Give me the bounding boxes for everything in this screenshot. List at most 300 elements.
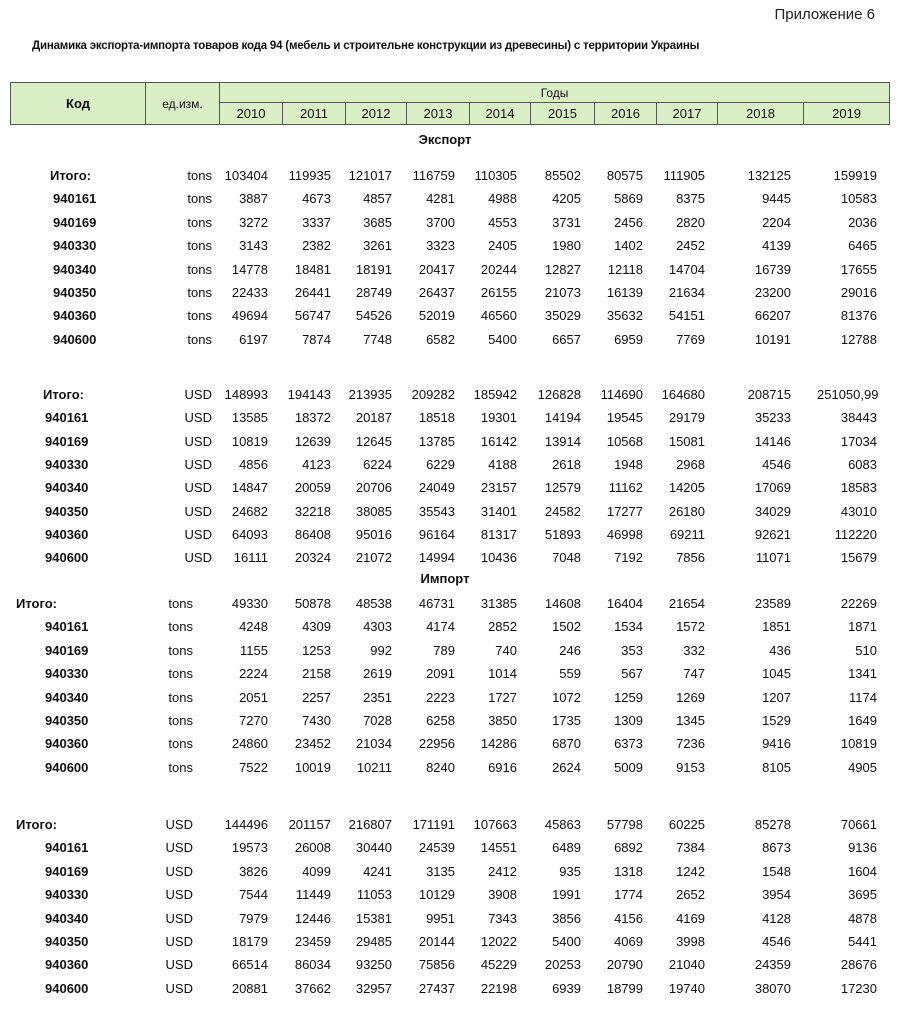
row-value: 2652 — [676, 887, 705, 903]
row-value: 24682 — [231, 503, 268, 519]
row-value: 20324 — [294, 550, 331, 566]
row-value: 185942 — [473, 387, 517, 402]
table-row — [0, 615, 900, 638]
row-value: 1980 — [552, 238, 581, 254]
row-value: 1174 — [849, 689, 877, 705]
row-value: 93250 — [355, 957, 392, 973]
row-value: 4248 — [239, 619, 268, 635]
row-value: 22956 — [418, 736, 455, 752]
table-row — [0, 732, 900, 755]
row-value: 26441 — [294, 285, 331, 300]
row-value: 75856 — [418, 957, 455, 973]
row-value: 49694 — [231, 308, 268, 324]
row-value: 3143 — [239, 238, 268, 254]
row-value: 2619 — [363, 666, 392, 682]
row-value: 8105 — [762, 759, 791, 775]
row-value: 114690 — [600, 387, 643, 402]
year-header: 2017 — [657, 103, 718, 125]
row-value: 992 — [370, 642, 392, 658]
row-value: 1207 — [762, 689, 791, 705]
row-value: 24359 — [754, 957, 791, 973]
row-unit: tons — [187, 285, 212, 300]
row-value: 7430 — [302, 713, 331, 728]
row-value: 2820 — [676, 214, 705, 230]
row-value: 112220 — [834, 526, 877, 542]
row-value: 1604 — [848, 863, 877, 879]
row-value: 12118 — [607, 261, 643, 277]
row-value: 510 — [855, 642, 877, 658]
row-value: 11162 — [608, 480, 643, 496]
row-value: 3887 — [239, 191, 268, 207]
row-value: 1253 — [302, 642, 331, 658]
row-code: 940169 — [53, 214, 97, 230]
table-row — [0, 164, 900, 187]
row-value: 4069 — [614, 934, 643, 949]
row-value: 3337 — [302, 214, 331, 230]
row-value: 7236 — [676, 736, 705, 752]
row-value: 144496 — [224, 817, 268, 832]
code-column-header: Код — [11, 83, 146, 125]
row-value: 38443 — [840, 410, 877, 426]
row-value: 49330 — [231, 596, 268, 611]
row-value: 1502 — [552, 619, 581, 635]
row-value: 46731 — [418, 596, 455, 611]
row-value: 3850 — [488, 713, 517, 728]
row-value: 6229 — [426, 456, 455, 472]
row-unit: USD — [165, 934, 193, 949]
row-code: 940330 — [45, 456, 89, 472]
row-value: 12827 — [544, 261, 581, 277]
row-value: 4857 — [363, 191, 392, 207]
row-value: 132125 — [747, 168, 791, 183]
row-value: 2624 — [552, 759, 581, 775]
row-value: 1309 — [614, 713, 643, 728]
row-value: 6892 — [614, 840, 643, 856]
row-value: 4169 — [676, 910, 705, 926]
table-row — [0, 304, 900, 327]
row-value: 6083 — [848, 456, 877, 472]
row-code: 940350 — [45, 503, 89, 519]
table-row — [0, 430, 900, 453]
row-value: 116759 — [412, 168, 455, 183]
row-value: 12579 — [544, 480, 581, 496]
table-row — [0, 860, 900, 883]
row-unit: USD — [165, 817, 193, 832]
row-value: 14146 — [754, 433, 791, 449]
row-value: 2051 — [239, 689, 268, 705]
row-value: 15081 — [668, 433, 705, 449]
row-value: 26180 — [668, 503, 705, 519]
row-value: 20244 — [480, 261, 517, 277]
row-value: 18481 — [294, 261, 331, 277]
row-value: 23589 — [754, 596, 791, 611]
row-value: 10211 — [356, 759, 392, 775]
import-section-label: Импорт — [420, 571, 470, 586]
row-value: 26437 — [418, 285, 455, 300]
row-value: 121017 — [348, 168, 392, 183]
row-value: 12022 — [480, 934, 517, 949]
table-row — [0, 211, 900, 234]
row-value: 24539 — [418, 840, 455, 856]
row-value: 4241 — [363, 863, 392, 879]
row-code: 940161 — [45, 840, 89, 856]
row-value: 1649 — [848, 713, 877, 728]
row-code: 940340 — [45, 480, 89, 496]
row-value: 1534 — [614, 619, 643, 635]
row-value: 1735 — [552, 713, 581, 728]
row-value: 29016 — [840, 285, 877, 300]
row-value: 32218 — [294, 503, 331, 519]
row-value: 34029 — [754, 503, 791, 519]
row-unit: tons — [187, 214, 212, 230]
row-value: 4856 — [239, 456, 268, 472]
row-value: 6582 — [426, 331, 455, 347]
row-value: 9445 — [762, 191, 791, 207]
row-value: 5400 — [552, 934, 581, 949]
row-value: 19740 — [668, 980, 705, 996]
row-value: 19573 — [231, 840, 268, 856]
row-code: 940169 — [45, 642, 89, 658]
row-value: 436 — [769, 642, 791, 658]
row-value: 30440 — [355, 840, 392, 856]
row-value: 5869 — [614, 191, 643, 207]
row-value: 2618 — [552, 456, 581, 472]
table-row — [0, 836, 900, 859]
row-value: 38070 — [754, 980, 791, 996]
row-value: 171191 — [412, 817, 455, 832]
row-value: 17069 — [754, 480, 791, 496]
row-value: 7748 — [363, 331, 392, 347]
row-value: 14704 — [668, 261, 705, 277]
row-value: 22433 — [231, 285, 268, 300]
row-value: 23459 — [294, 934, 331, 949]
row-unit: USD — [184, 550, 212, 566]
row-value: 4905 — [848, 759, 877, 775]
row-code: 940330 — [45, 666, 89, 682]
row-value: 14551 — [480, 840, 517, 856]
row-code: 940169 — [45, 433, 89, 449]
row-code: Итого: — [43, 387, 84, 402]
row-value: 209282 — [411, 387, 455, 402]
table-row — [0, 953, 900, 976]
row-value: 6258 — [426, 713, 455, 728]
row-value: 66514 — [231, 957, 268, 973]
row-value: 9416 — [762, 736, 791, 752]
row-value: 3261 — [363, 238, 392, 254]
row-value: 28749 — [355, 285, 392, 300]
row-value: 46998 — [606, 526, 643, 542]
row-value: 9136 — [848, 840, 877, 856]
row-value: 18799 — [606, 980, 643, 996]
row-unit: tons — [168, 642, 193, 658]
row-value: 740 — [495, 642, 517, 658]
table-row — [0, 639, 900, 662]
row-value: 4205 — [552, 191, 581, 207]
row-value: 7522 — [239, 759, 268, 775]
row-unit: tons — [168, 759, 193, 775]
table-row — [0, 500, 900, 523]
row-value: 51893 — [544, 526, 581, 542]
row-value: 12788 — [840, 331, 877, 347]
row-value: 4281 — [426, 191, 455, 207]
row-value: 35543 — [418, 503, 455, 519]
row-value: 246 — [559, 642, 581, 658]
row-value: 70661 — [840, 817, 877, 832]
row-code: 940169 — [45, 863, 89, 879]
row-value: 1948 — [614, 456, 643, 472]
row-value: 95016 — [355, 526, 392, 542]
row-value: 3856 — [552, 910, 581, 926]
row-value: 4878 — [848, 910, 877, 926]
row-code: 940600 — [45, 759, 89, 775]
row-unit: USD — [184, 410, 212, 426]
row-value: 8375 — [676, 191, 705, 207]
row-value: 5009 — [614, 759, 643, 775]
row-value: 332 — [683, 642, 705, 658]
row-unit: USD — [165, 980, 193, 996]
row-code: 940600 — [53, 331, 97, 347]
row-code: 940161 — [53, 191, 97, 207]
row-value: 18518 — [418, 410, 455, 426]
table-row — [0, 907, 900, 930]
row-unit: USD — [184, 526, 212, 542]
row-value: 14205 — [668, 480, 705, 496]
row-unit: USD — [165, 957, 193, 973]
row-value: 18372 — [294, 410, 331, 426]
row-value: 50878 — [294, 596, 331, 611]
table-row — [0, 662, 900, 685]
row-value: 8240 — [426, 759, 455, 775]
row-value: 1318 — [614, 863, 643, 879]
row-value: 56747 — [294, 308, 331, 324]
row-value: 24049 — [418, 480, 455, 496]
row-value: 6197 — [239, 331, 268, 347]
row-value: 21040 — [668, 957, 705, 973]
row-unit: USD — [184, 503, 212, 519]
table-row — [0, 883, 900, 906]
row-value: 3731 — [552, 214, 581, 230]
row-value: 15679 — [840, 550, 877, 566]
row-value: 20187 — [355, 410, 392, 426]
appendix-label: Приложение 6 — [774, 6, 875, 23]
row-code: 940330 — [53, 238, 97, 254]
row-value: 48538 — [355, 596, 392, 611]
row-value: 17034 — [840, 433, 877, 449]
row-value: 935 — [559, 863, 581, 879]
row-code: 940350 — [53, 285, 97, 300]
row-value: 1529 — [762, 713, 791, 728]
row-value: 4988 — [488, 191, 517, 207]
row-code: 940340 — [45, 910, 89, 926]
row-value: 17277 — [606, 503, 643, 519]
row-value: 19301 — [480, 410, 517, 426]
row-value: 32957 — [355, 980, 392, 996]
row-value: 7270 — [239, 713, 268, 728]
row-value: 6373 — [614, 736, 643, 752]
row-value: 57798 — [606, 817, 643, 832]
row-value: 21072 — [355, 550, 392, 566]
row-value: 2456 — [614, 214, 643, 230]
row-value: 194143 — [287, 387, 331, 402]
row-value: 6489 — [552, 840, 581, 856]
row-value: 6224 — [363, 456, 392, 472]
row-code: 940330 — [45, 887, 89, 903]
row-value: 4139 — [762, 238, 791, 254]
table-row — [0, 476, 900, 499]
row-value: 1871 — [848, 619, 877, 635]
row-value: 2091 — [426, 666, 455, 682]
row-value: 3272 — [239, 214, 268, 230]
row-code: 940350 — [45, 934, 89, 949]
row-value: 12446 — [294, 910, 331, 926]
row-value: 567 — [621, 666, 643, 682]
row-value: 24860 — [231, 736, 268, 752]
row-code: Итого: — [16, 817, 57, 832]
row-unit: USD — [165, 910, 193, 926]
row-value: 60225 — [668, 817, 705, 832]
row-value: 96164 — [418, 526, 455, 542]
row-value: 66207 — [754, 308, 791, 324]
row-value: 1851 — [762, 619, 791, 635]
row-value: 3998 — [676, 934, 705, 949]
row-value: 747 — [683, 666, 705, 682]
row-value: 20253 — [544, 957, 581, 973]
row-value: 16111 — [233, 550, 268, 566]
row-unit: USD — [184, 433, 212, 449]
row-value: 23200 — [754, 285, 791, 300]
row-value: 2257 — [302, 689, 331, 705]
row-unit: USD — [184, 480, 212, 496]
row-value: 1269 — [676, 689, 705, 705]
row-value: 31385 — [480, 596, 517, 611]
row-value: 37662 — [294, 980, 331, 996]
row-value: 4099 — [302, 863, 331, 879]
row-value: 208715 — [747, 387, 791, 402]
row-value: 213935 — [348, 387, 392, 402]
row-value: 26008 — [294, 840, 331, 856]
row-unit: USD — [165, 887, 193, 903]
row-value: 10019 — [294, 759, 331, 775]
row-value: 1155 — [240, 642, 268, 658]
row-value: 17230 — [840, 980, 877, 996]
row-value: 4553 — [488, 214, 517, 230]
row-value: 86408 — [294, 526, 331, 542]
row-value: 6916 — [488, 759, 517, 775]
row-value: 2351 — [363, 689, 392, 705]
row-value: 2405 — [488, 238, 517, 254]
row-value: 14286 — [480, 736, 517, 752]
row-value: 20144 — [418, 934, 455, 949]
row-value: 3908 — [488, 887, 517, 903]
row-value: 3700 — [426, 214, 455, 230]
row-value: 43010 — [840, 503, 877, 519]
table-row — [0, 281, 900, 304]
table-row — [0, 234, 900, 257]
row-value: 46560 — [480, 308, 517, 324]
row-code: 940360 — [53, 308, 97, 324]
row-code: 940350 — [45, 713, 89, 728]
row-unit: tons — [187, 168, 212, 183]
row-value: 4174 — [426, 619, 455, 635]
row-value: 5400 — [488, 331, 517, 347]
row-unit: USD — [184, 387, 212, 402]
row-value: 23452 — [294, 736, 331, 752]
row-value: 7192 — [614, 550, 643, 566]
table-row — [0, 546, 900, 569]
row-value: 7769 — [676, 331, 705, 347]
row-value: 2224 — [239, 666, 268, 682]
row-code: 940600 — [45, 980, 89, 996]
row-value: 20417 — [418, 261, 455, 277]
row-value: 9951 — [426, 910, 455, 926]
row-value: 17655 — [840, 261, 877, 277]
table-row — [0, 523, 900, 546]
row-value: 2412 — [488, 863, 517, 879]
row-value: 10129 — [418, 887, 455, 903]
row-value: 1402 — [614, 238, 643, 254]
row-value: 22269 — [840, 596, 877, 611]
row-value: 2204 — [762, 214, 791, 230]
row-value: 14994 — [418, 550, 455, 566]
row-value: 35233 — [754, 410, 791, 426]
row-value: 11053 — [356, 887, 392, 903]
table-row — [0, 592, 900, 615]
row-value: 1345 — [676, 713, 705, 728]
row-value: 7048 — [552, 550, 581, 566]
row-value: 27437 — [418, 980, 455, 996]
row-code: Итого: — [16, 596, 57, 611]
row-value: 54151 — [668, 308, 705, 324]
row-value: 1341 — [848, 666, 877, 682]
row-value: 6939 — [552, 980, 581, 996]
year-header: 2013 — [407, 103, 470, 125]
table-row — [0, 686, 900, 709]
row-value: 14608 — [544, 596, 581, 611]
row-unit: tons — [187, 238, 212, 254]
row-value: 1259 — [614, 689, 643, 705]
row-value: 6870 — [552, 736, 581, 752]
row-value: 6959 — [614, 331, 643, 347]
row-unit: tons — [187, 191, 212, 207]
row-value: 15381 — [355, 910, 392, 926]
row-value: 16142 — [480, 433, 517, 449]
year-header: 2011 — [283, 103, 346, 125]
row-value: 20881 — [231, 980, 268, 996]
row-code: 940161 — [45, 619, 89, 635]
row-value: 10191 — [754, 331, 791, 347]
row-value: 111905 — [663, 168, 705, 183]
table-row — [0, 813, 900, 836]
row-value: 10819 — [231, 433, 268, 449]
row-value: 3685 — [363, 214, 392, 230]
row-value: 29485 — [355, 934, 392, 949]
row-code: 940600 — [45, 550, 89, 566]
row-value: 251050,99 — [817, 387, 879, 402]
table-row — [0, 328, 900, 351]
row-value: 9153 — [676, 759, 705, 775]
year-header: 2018 — [718, 103, 804, 125]
row-code: 940161 — [45, 410, 89, 426]
row-value: 353 — [621, 642, 643, 658]
row-unit: tons — [187, 331, 212, 347]
row-value: 12645 — [355, 433, 392, 449]
page-title: Динамика экспорта-импорта товаров кода 94 (мебель и строительне конструкции из древесины) с территории Украины — [32, 40, 700, 52]
row-unit: tons — [168, 596, 193, 611]
row-value: 21654 — [668, 596, 705, 611]
row-value: 85502 — [544, 168, 581, 183]
row-value: 4303 — [363, 619, 392, 635]
row-value: 4123 — [302, 456, 331, 472]
